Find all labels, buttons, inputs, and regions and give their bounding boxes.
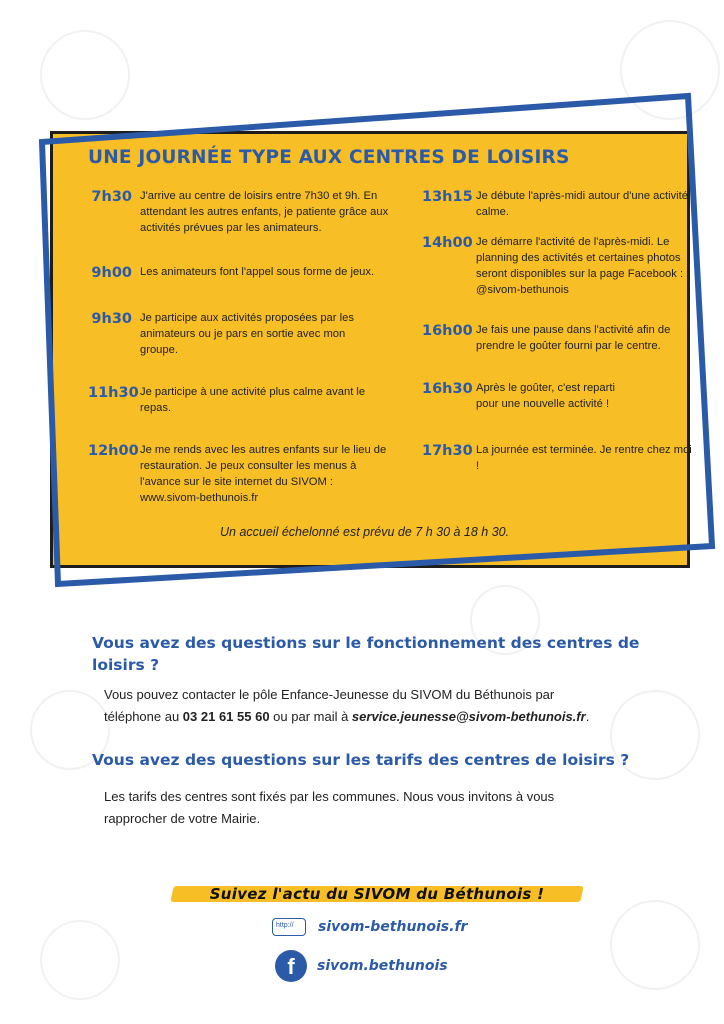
entry-text: La journée est terminée. Je rentre chez moi ! bbox=[476, 444, 692, 472]
background-circle bbox=[610, 900, 700, 990]
schedule-entry bbox=[422, 234, 692, 298]
question-answer-functioning bbox=[104, 684, 664, 728]
schedule-entry bbox=[422, 380, 632, 412]
schedule-entry bbox=[88, 442, 393, 506]
schedule-entry bbox=[422, 188, 692, 220]
answer-line: Vous pouvez contacter le pôle Enfance-Jeunesse du SIVOM du Béthunois par bbox=[104, 687, 555, 702]
entry-time: 14h00 bbox=[422, 235, 473, 251]
entry-text: Après le goûter, c'est reparti pour une nouvelle activité ! bbox=[476, 382, 615, 410]
schedule-entry bbox=[422, 322, 692, 354]
entry-time: 17h30 bbox=[422, 443, 473, 459]
schedule-entry bbox=[88, 188, 393, 236]
schedule-entry bbox=[88, 310, 378, 358]
entry-time: 12h00 bbox=[88, 443, 139, 459]
entry-text: Je débute l'après-midi autour d'une activité calme. bbox=[476, 190, 688, 218]
answer-line bbox=[104, 706, 664, 728]
entry-text: Je fais une pause dans l'activité afin de prendre le goûter fourni par le centre. bbox=[476, 324, 671, 352]
entry-time: 9h00 bbox=[91, 265, 132, 281]
schedule-entry bbox=[88, 384, 373, 416]
web-cursor-icon bbox=[272, 918, 306, 936]
answer-text: téléphone au bbox=[104, 709, 183, 724]
facebook-link[interactable]: sivom.bethunois bbox=[317, 958, 448, 974]
website-link-row[interactable] bbox=[272, 918, 467, 936]
answer-line: Les tarifs des centres sont fixés par les communes. Nous vous invitons à vous bbox=[104, 789, 555, 804]
entry-text: J'arrive au centre de loisirs entre 7h30 et 9h. En attendant les autres enfants, je patiente grâce aux activités prévues par les animateurs. bbox=[140, 190, 389, 234]
http-label: http:// bbox=[276, 922, 294, 929]
entry-time: 16h00 bbox=[422, 323, 473, 339]
entry-time: 11h30 bbox=[88, 385, 139, 401]
entry-text: Je participe aux activités proposées par les animateurs ou je pars en sortie avec mon groupe. bbox=[140, 312, 354, 356]
schedule-entry bbox=[88, 264, 393, 282]
answer-line: rapprocher de votre Mairie. bbox=[104, 811, 261, 826]
answer-text: ou par mail à bbox=[269, 709, 352, 724]
website-link[interactable]: sivom-bethunois.fr bbox=[318, 919, 468, 935]
entry-text: Je démarre l'activité de l'après-midi. Le planning des activités et certaines photos seront disponibles sur la page Facebook : @sivom-bethunois bbox=[476, 236, 684, 296]
background-circle bbox=[40, 920, 120, 1000]
schedule-entry bbox=[422, 442, 692, 474]
entry-time: 7h30 bbox=[91, 189, 132, 205]
schedule-title: UNE JOURNÉE TYPE AUX CENTRES DE LOISIRS bbox=[88, 147, 570, 168]
email-link[interactable]: service.jeunesse@sivom-bethunois.fr bbox=[351, 709, 586, 724]
question-answer-pricing bbox=[104, 786, 664, 830]
entry-text: Je participe à une activité plus calme avant le repas. bbox=[140, 386, 366, 414]
facebook-icon: f bbox=[275, 950, 307, 982]
entry-text: Je me rends avec les autres enfants sur le lieu de restauration. Je peux consulter les menus à l'avance sur le site internet du SIVOM : www.sivom-bethunois.fr bbox=[140, 444, 387, 504]
entry-text: Les animateurs font l'appel sous forme de jeux. bbox=[140, 266, 375, 278]
answer-text: . bbox=[585, 709, 590, 724]
background-circle bbox=[40, 30, 130, 120]
facebook-link-row[interactable] bbox=[275, 950, 448, 982]
follow-text: Suivez l'actu du SIVOM du Béthunois ! bbox=[209, 885, 545, 903]
entry-time: 13h15 bbox=[422, 189, 473, 205]
question-title-pricing: Vous avez des questions sur les tarifs des centres de loisirs ? bbox=[92, 751, 630, 769]
background-circle bbox=[620, 20, 720, 120]
phone-number[interactable]: 03 21 61 55 60 bbox=[182, 709, 270, 724]
question-title-functioning: Vous avez des questions sur le fonctionnement des centres de loisirs ? bbox=[92, 634, 640, 674]
entry-time: 9h30 bbox=[91, 311, 132, 327]
follow-banner bbox=[172, 882, 582, 906]
schedule-note: Un accueil échelonné est prévu de 7 h 30 à 18 h 30. bbox=[220, 525, 510, 539]
entry-time: 16h30 bbox=[422, 381, 473, 397]
